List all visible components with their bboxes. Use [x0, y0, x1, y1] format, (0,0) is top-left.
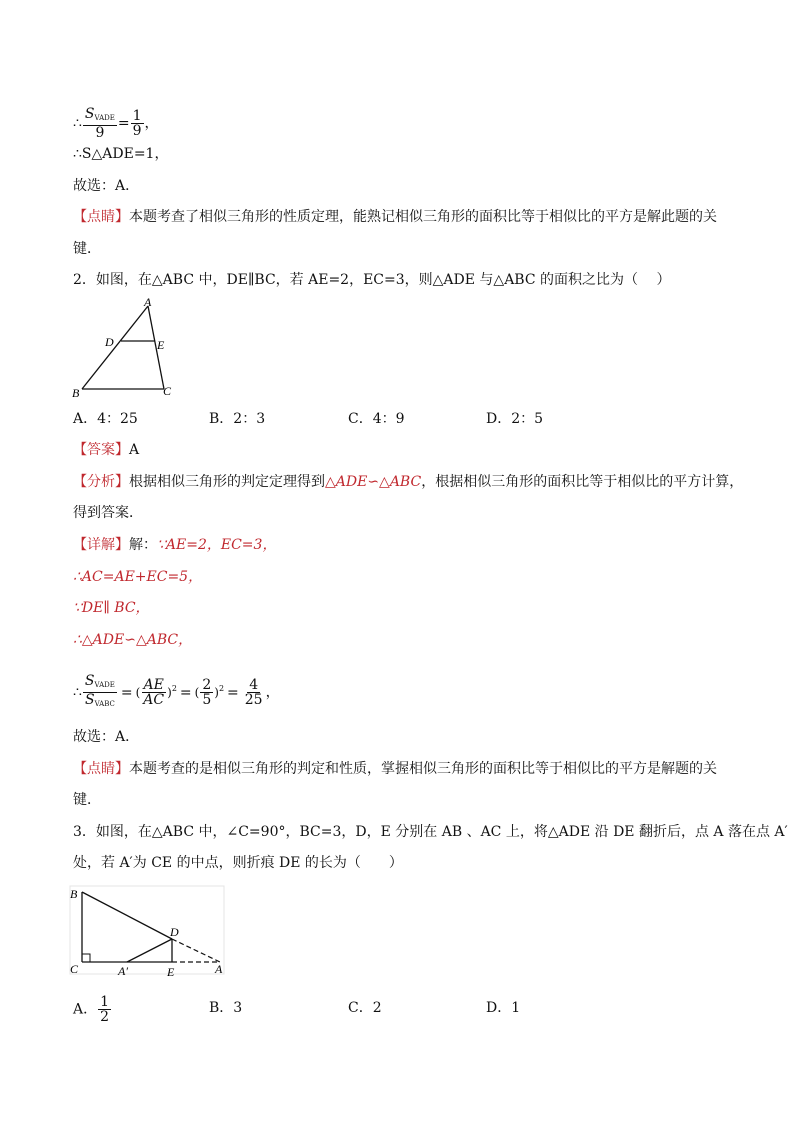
q2-comment-line: 【点睛】本题考查的是相似三角形的判定和性质，掌握相似三角形的面积比等于相似比的平方是解题的关	[73, 761, 717, 777]
q2-option-a[interactable]: A．4：25	[73, 411, 138, 427]
q2-option-c[interactable]: C．4：9	[348, 411, 405, 427]
side-ab	[82, 306, 148, 389]
q3-option-a[interactable]: A． $\frac{1}{2}$	[73, 994, 110, 1025]
label-b: B	[72, 386, 80, 400]
prev-fraction-line: ∴ $\frac{S_{VADE}}{9}$ = $\frac{1}{9}$ ，	[73, 106, 159, 141]
label-a: A	[144, 295, 152, 309]
q2-analysis-line: 【分析】根据相似三角形的判定定理得到△ADE∽△ABC，根据相似三角形的面积比等于相似比的平方计算，	[73, 474, 744, 490]
q2-analysis-line-2: 得到答案．	[73, 505, 143, 521]
label-c: C	[70, 962, 79, 976]
comment-line: 【点睛】本题考查了相似三角形的性质定理，能熟记相似三角形的面积比等于相似比的平方是解此题的关	[73, 209, 717, 225]
q3-fold-figure	[66, 882, 236, 982]
label-a-prime: A′	[118, 964, 128, 978]
segment-da1	[127, 939, 172, 962]
q2-choose-line: 故选：A．	[73, 729, 140, 745]
result-fraction: $\frac{1}{9}$	[132, 108, 142, 139]
folded-segment-da	[172, 939, 220, 962]
q2-triangle-figure	[68, 292, 188, 402]
area-result-line: ∴S△ADE=1，	[73, 146, 169, 162]
side-bd	[82, 892, 172, 939]
answer-value: A	[129, 442, 140, 458]
label-a: A	[215, 962, 223, 976]
comment-tag: 【点睛】	[73, 209, 129, 225]
q2-detail-line: 【详解】解：∵AE=2，EC=3，	[73, 537, 277, 553]
q3-stem-2: 处，若 A′为 CE 的中点，则折痕 DE 的长为（ ）	[73, 855, 403, 871]
q2-answer-line	[73, 440, 139, 460]
label-e: E	[157, 338, 165, 352]
q2-option-d[interactable]: D．2：5	[486, 411, 544, 427]
therefore-symbol: ∴	[73, 115, 82, 132]
area-ratio-fraction: $\frac{S_{VADE}}{S_{VABC}}$	[84, 673, 115, 708]
q2-detail-ac: ∴AC=AE+EC=5，	[73, 569, 203, 585]
q2-comment-line-2: 键．	[73, 792, 101, 808]
q2-option-b[interactable]: B．2：3	[209, 411, 266, 427]
q2-ratio-equation: ∴ $\frac{S_{VADE}}{S_{VABC}}$ = ( $\frac{AE}{AC}$ )$^2$ = ( $\frac{2}{5}$ )$^2$ = $\frac{4}{25}$ ，	[73, 674, 280, 711]
q3-option-b[interactable]: B．3	[209, 1000, 243, 1016]
analysis-tag: 【分析】	[73, 474, 129, 490]
side-ratio-fraction: $\frac{AE}{AC}$	[143, 677, 165, 708]
q2-detail-similar: ∴△ADE∽△ABC，	[73, 632, 193, 648]
half-fraction: $\frac{1}{2}$	[100, 994, 110, 1025]
q2-detail-parallel: ∵DE∥ BC，	[73, 600, 150, 616]
label-c: C	[163, 384, 172, 398]
label-e: E	[167, 965, 175, 979]
area-fraction: $\frac{S_{VADE}}{9}$	[84, 106, 115, 141]
right-angle-mark	[82, 954, 90, 962]
q3-option-c[interactable]: C．2	[348, 1000, 382, 1016]
label-d: D	[170, 925, 179, 939]
detail-tag: 【详解】	[73, 537, 129, 553]
q3-option-d[interactable]: D．1	[486, 1000, 521, 1016]
figure-frame	[70, 886, 224, 974]
q3-stem: 3．如图，在△ABC 中，∠C=90°，BC=3，D，E 分别在 AB 、AC 上，将△ADE 沿 DE 翻折后，点 A 落在点 A′	[73, 824, 788, 840]
answer-tag: 【答案】	[73, 442, 129, 458]
label-d: D	[105, 335, 114, 349]
numeric-ratio-fraction: $\frac{2}{5}$	[202, 677, 212, 708]
comment-tag: 【点睛】	[73, 761, 129, 777]
choose-line: 故选：A．	[73, 178, 140, 194]
comment-line-2: 键．	[73, 241, 101, 257]
q2-stem: 2．如图，在△ABC 中，DE∥BC，若 AE=2，EC=3，则△ADE 与△ABC 的面积之比为（ ）	[73, 272, 671, 288]
final-ratio-fraction: $\frac{4}{25}$	[244, 677, 263, 708]
label-b: B	[70, 887, 78, 901]
